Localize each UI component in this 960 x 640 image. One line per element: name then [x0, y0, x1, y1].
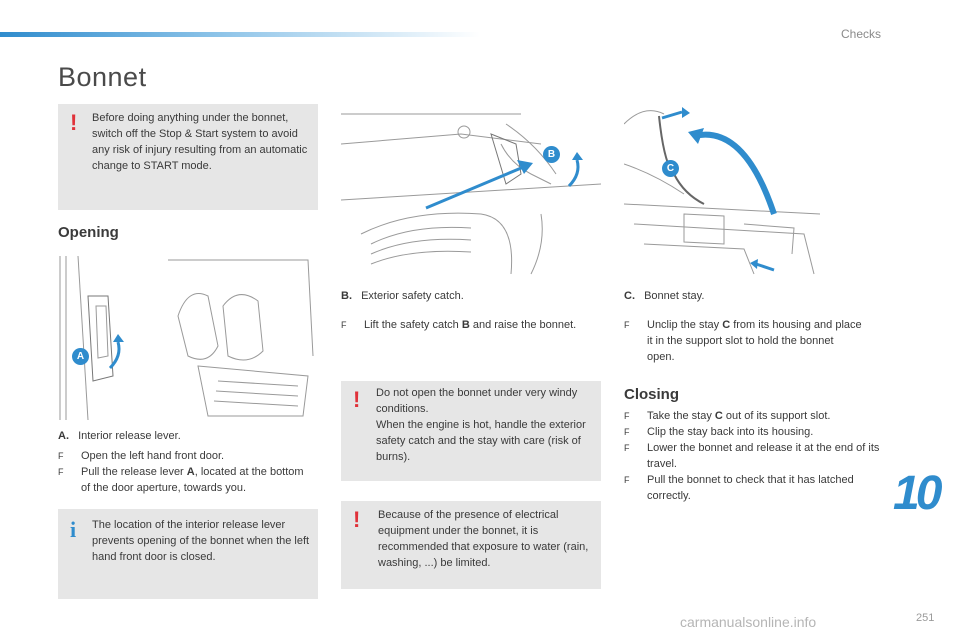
- bullet-icon: F: [624, 411, 630, 421]
- warning-text: Before doing anything under the bonnet, switch off the Stop & Start system to avoid any risk of injury resulting from an automatic change to START mode.: [92, 112, 308, 172]
- warning-text: Do not open the bonnet under very windy conditions. When the engine is hot, handle the exterior safety catch and the stay with care (risk of burns).: [376, 387, 586, 463]
- figure-interior-release-lever: [58, 256, 318, 420]
- stay-steps: [624, 317, 864, 365]
- figure-a-callout: A: [72, 348, 89, 365]
- closing-steps: [624, 408, 882, 504]
- list-item: F Pull the bonnet to check that it has latched correctly.: [624, 474, 854, 502]
- bullet-icon: F: [624, 475, 630, 485]
- header-bar: [0, 32, 480, 37]
- safety-catch-illustration: [341, 104, 601, 280]
- list-item: F Lift the safety catch B and raise the bonnet.: [341, 319, 577, 331]
- bullet-icon: F: [58, 451, 64, 461]
- figure-c-callout: C: [662, 160, 679, 177]
- info-text: The location of the interior release lever prevents opening of the bonnet when the left hand front door is closed.: [92, 519, 310, 563]
- caption-b: B. Exterior safety catch.: [341, 290, 464, 302]
- pedal-illustration: [58, 256, 318, 420]
- section-label: Checks: [841, 27, 882, 41]
- chapter-number: 10: [893, 467, 939, 520]
- catch-steps: [341, 317, 591, 333]
- bullet-icon: F: [624, 320, 630, 330]
- bullet-icon: F: [624, 443, 630, 453]
- warning-box-windy: [341, 381, 601, 481]
- page-number: 251: [916, 612, 935, 624]
- list-item: F Open the left hand front door.: [58, 450, 225, 462]
- list-item: F Unclip the stay C from its housing and place it in the support slot to hold the bonnet open.: [624, 319, 862, 363]
- bullet-icon: F: [58, 467, 64, 477]
- figure-b-callout: B: [543, 146, 560, 163]
- caption-c: C. Bonnet stay.: [624, 290, 705, 302]
- info-box-interior-lever: [58, 509, 318, 599]
- info-icon: i: [70, 517, 77, 542]
- list-item: F Clip the stay back into its housing.: [624, 426, 814, 438]
- list-item: F Lower the bonnet and release it at the end of its travel.: [624, 442, 880, 470]
- warning-box-electrical: [341, 501, 601, 589]
- warning-text: Because of the presence of electrical equipment under the bonnet, it is recommended that exposure to water (rain, washing, ...) be limited.: [378, 509, 589, 569]
- figure-bonnet-stay: [624, 104, 820, 280]
- warning-icon: !: [70, 110, 78, 135]
- figure-exterior-safety-catch: [341, 104, 601, 280]
- list-item: F Pull the release lever A, located at the bottom of the door aperture, towards you.: [58, 466, 304, 494]
- list-item: F Take the stay C out of its support slot.: [624, 410, 831, 422]
- bonnet-stay-illustration: [624, 104, 820, 280]
- bullet-icon: F: [341, 320, 347, 330]
- closing-heading: Closing: [624, 386, 679, 403]
- opening-heading: Opening: [58, 224, 119, 241]
- footer-watermark[interactable]: carmanualsonline.info: [680, 614, 817, 630]
- caption-a: A. Interior release lever.: [58, 430, 181, 442]
- warning-box-stop-start: [58, 104, 318, 210]
- warning-icon: !: [353, 387, 361, 412]
- page-title: Bonnet: [58, 62, 147, 92]
- warning-icon: !: [353, 507, 361, 532]
- opening-steps: [58, 448, 314, 496]
- bullet-icon: F: [624, 427, 630, 437]
